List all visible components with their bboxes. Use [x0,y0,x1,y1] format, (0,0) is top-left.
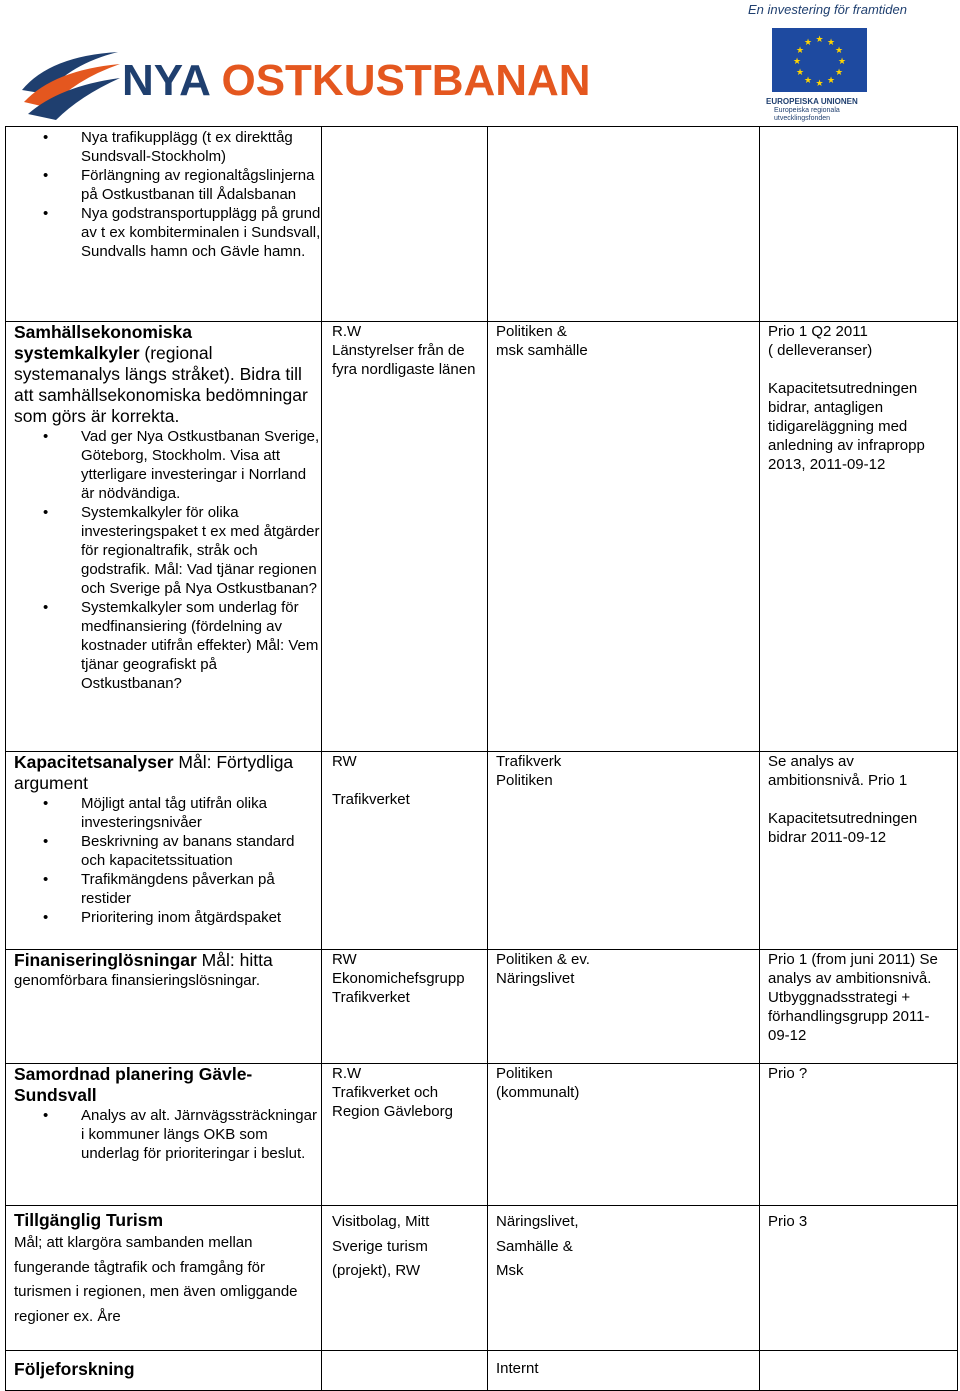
row4-heading-rest: Mål: hitta [196,950,273,970]
page-header [0,0,960,125]
row3-stakeholder-line: Politiken [496,772,553,789]
row3-priority-cell [760,752,958,950]
row2-priority-cell [760,322,958,752]
svg-text:★: ★ [834,68,844,78]
row5-stakeholder-line: (kommunalt) [496,1084,580,1101]
row2-responsible-line: R.W [332,323,362,340]
row4-responsible-line: RW [332,951,357,968]
row3-heading [6,752,321,794]
row3-responsible-line: Trafikverket [332,791,410,808]
eu-caption-line2: Europeiska regionala [774,107,840,114]
row4-responsible-cell [322,950,488,1064]
list-item: • Nya godstransportupplägg på grund av t ex kombiterminalen i Sundsvall, Sundvalls hamn och Gävle hamn. [81,204,321,261]
row4-stakeholder-line: Politiken & ev. [496,951,590,968]
row1-activity-cell [6,127,322,322]
row5-priority-cell [760,1064,958,1206]
row2-stakeholder-line: Politiken & [496,323,567,340]
svg-text:★: ★ [826,38,836,48]
row4-priority-cell [760,950,958,1064]
list-item: • Systemkalkyler för olika investeringspaket t ex med åtgärder för regionaltrafik, stråk och godstrafik. Mål: Vad tjänar regionen och Sverige på Nya Ostkustbanan? [81,503,321,598]
eu-stars-icon [772,28,867,92]
plan-table [5,126,958,1391]
row4-stakeholder-line: Näringslivet [496,970,575,987]
row2-priority-line: Prio 1 Q2 2011 [768,323,868,340]
row6-stakeholder-line: Msk [496,1262,524,1279]
table-row [6,1351,958,1391]
svg-text:★: ★ [803,38,813,48]
row5-bullet-list [6,1106,321,1163]
logo-wordmark [122,56,591,106]
row7-heading: Följeforskning [14,1359,135,1379]
row5-priority-note: Prio ? [768,1065,808,1082]
svg-text:★: ★ [803,76,813,86]
row4-heading [6,950,321,971]
table-row [6,1206,958,1351]
row6-responsible-line: Visitbolag, Mitt [332,1213,430,1230]
eu-caption-title: EUROPEISKA UNIONEN [766,97,858,106]
row6-responsible-line: Sverige turism [332,1237,428,1255]
svg-text:★: ★ [795,46,805,56]
table-row [6,950,958,1064]
table-row [6,322,958,752]
row2-heading-rest: (regional systemanalys längs stråket). Bidra till att samhällsekonomiska bedömningar som görs är korrekta. [14,343,308,426]
row6-stakeholder-line: Samhälle & [496,1237,573,1255]
row5-stakeholder-cell [488,1064,760,1206]
row5-responsible-line: Trafikverket och Region Gävleborg [332,1084,453,1120]
row5-stakeholder-line: Politiken [496,1065,553,1082]
row2-priority-note: Kapacitetsutredningen bidrar, antagligen tidigareläggning med anledning av infrapropp 2013, 2011-09-12 [768,380,925,473]
row3-stakeholder-cell [488,752,760,950]
row4-priority-note: Prio 1 (from juni 2011) Se analys av ambitionsnivå. Utbyggnadsstrategi + förhandlingsgrupp 2011-09-12 [768,951,938,1044]
row6-priority-cell [760,1206,958,1351]
row6-stakeholder-line: Näringslivet, [496,1213,579,1230]
tagline: En investering för framtiden [748,2,907,17]
row3-stakeholder-line: Trafikverk [496,753,562,770]
list-item: • Systemkalkyler som underlag för medfinansiering (fördelning av kostnader utifrån effekter) Mål: Vem tjänar geografiskt på Ostkustbanan? [81,598,321,693]
table-row [6,752,958,950]
row3-priority-note: Se analys av ambitionsnivå. Prio 1 [768,753,908,789]
row2-heading-bold: Samhällsekonomiska systemkalkyler [14,322,192,363]
row6-priority-note: Prio 3 [768,1213,808,1230]
list-item: • Prioritering inom åtgärdspaket [81,908,321,927]
row2-bullet-list [6,427,321,693]
row3-activity-cell [6,752,322,950]
list-item: • Beskrivning av banans standard och kapacitetssituation [81,832,321,870]
eu-flag-icon [772,28,867,92]
row4-stakeholder-cell [488,950,760,1064]
svg-text:★: ★ [795,68,805,78]
row2-responsible-line: Länstyrelser från de fyra nordligaste länen [332,342,476,378]
svg-text:★: ★ [815,79,824,89]
row4-text: genomförbara finansieringslösningar. [14,972,260,989]
eu-caption-fund [774,107,840,123]
row4-responsible-line: Trafikverket [332,989,410,1006]
svg-text:★: ★ [815,35,824,45]
eu-caption-line3: utvecklingsfonden [774,115,831,122]
row6-activity-cell [6,1206,322,1351]
row3-priority-note: Kapacitetsutredningen bidrar 2011-09-12 [768,810,918,846]
logo-ostkustbanan: OSTKUSTBANAN [221,56,591,105]
row2-heading [6,322,321,427]
list-item: • Förlängning av regionaltågslinjerna på Ostkustbanan till Ådalsbanan [81,166,321,204]
row5-responsible-cell [322,1064,488,1206]
table-row [6,1064,958,1206]
row2-responsible-cell [322,322,488,752]
row3-bullet-list [6,794,321,927]
row2-priority-line: ( delleveranser) [768,342,873,359]
list-item: • Analys av alt. Järnvägssträckningar i kommuner längs OKB som underlag för prioriteringar i beslut. [81,1106,321,1163]
svg-text:★: ★ [826,76,836,86]
row6-text: Mål; att klargöra sambanden mellan fungerande tågtrafik och framgång för turismen i regionen, men även omliggande regioner ex. Åre [14,1234,298,1325]
svg-text:★: ★ [834,46,844,56]
row7-activity-cell [6,1351,322,1391]
row1-bullet-list [6,127,321,261]
row3-responsible-line: RW [332,753,357,770]
row3-responsible-cell [322,752,488,950]
row3-heading-bold: Kapacitetsanalyser [14,752,174,772]
row3-heading-rest: Mål: Förtydliga argument [14,752,294,793]
row7-stakeholder-cell [488,1351,760,1391]
svg-text:★: ★ [792,57,802,67]
row6-responsible-line: (projekt), RW [332,1262,421,1279]
row6-stakeholder-cell [488,1206,760,1351]
row5-activity-cell [6,1064,322,1206]
row6-heading: Tillgänglig Turism [14,1210,164,1230]
table-row [6,127,958,322]
row5-responsible-line: R.W [332,1065,362,1082]
nya-ostkustbanan-logo-icon [20,50,120,122]
list-item: • Trafikmängdens påverkan på restider [81,870,321,908]
list-item: • Möjligt antal tåg utifrån olika investeringsnivåer [81,794,321,832]
logo-nya: NYA [122,56,210,105]
row6-responsible-cell [322,1206,488,1351]
list-item: • Nya trafikupplägg (t ex direkttåg Sundsvall-Stockholm) [81,128,321,166]
row2-activity-cell [6,322,322,752]
row5-heading: Samordnad planering Gävle-Sundsvall [14,1064,253,1105]
svg-text:★: ★ [837,57,847,67]
row4-responsible-line: Ekonomichefsgrupp [332,970,465,987]
list-item: • Vad ger Nya Ostkustbanan Sverige, Göteborg, Stockholm. Visa att ytterligare investeringar i Norrland är nödvändiga. [81,427,321,503]
row7-stakeholder-line: Internt [496,1360,539,1377]
row4-heading-bold: Finaniseringlösningar [14,950,197,970]
row4-activity-cell [6,950,322,1064]
row2-stakeholder-line: msk samhälle [496,342,588,359]
row2-stakeholder-cell [488,322,760,752]
